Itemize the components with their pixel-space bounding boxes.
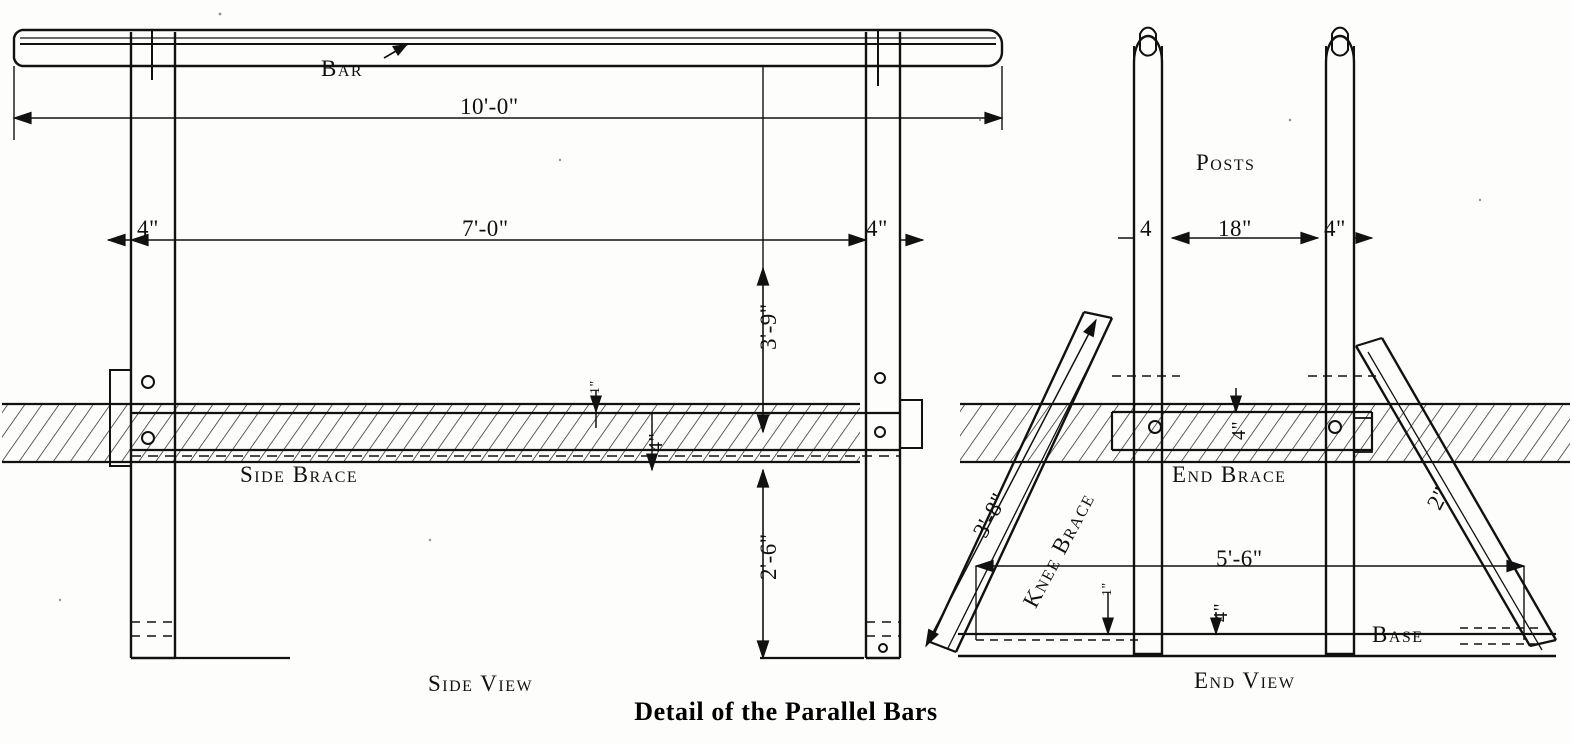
label-base: Base: [1372, 622, 1424, 647]
dimension-end-post-right-label: 4": [1324, 216, 1346, 241]
dimension-end-post-left-label: 4: [1140, 216, 1152, 241]
label-bar: Bar: [321, 56, 364, 81]
dimension-side-brace-width-label: 4": [645, 432, 667, 452]
label-end-brace: End Brace: [1172, 462, 1287, 487]
dimension-post-width-right-label: 4": [866, 216, 888, 241]
dimension-post-width-left-label: 4": [137, 216, 159, 241]
label-knee-brace: Knee Brace: [1018, 488, 1100, 612]
dimension-span-label: 7'-0": [462, 216, 509, 241]
label-end-view: End View: [1194, 668, 1296, 693]
label-side-view: Side View: [428, 671, 534, 696]
knee-brace-right: [1356, 338, 1556, 650]
dimension-base-thickness-label: 1": [1100, 582, 1115, 596]
dimension-overall-length-label: 10'-0": [460, 94, 519, 119]
dimension-end-brace-width-label: 4": [1228, 420, 1250, 440]
label-posts: Posts: [1196, 150, 1256, 175]
bar-leader-line: [384, 44, 408, 58]
dimension-end-post-spacing-label: 18": [1218, 216, 1252, 241]
dimension-knee-brace-length: [926, 320, 1096, 646]
post-left-side-view: [110, 30, 290, 658]
dimension-depth-below-grade-label: 2'-6": [756, 533, 781, 580]
bar-side-view: [14, 30, 1002, 66]
post-right-side-view: [760, 30, 922, 658]
dimension-base-width-label: 4": [1210, 602, 1232, 622]
label-side-brace: Side Brace: [240, 462, 359, 487]
post-left-end-view: [1134, 28, 1162, 654]
dimension-side-brace-thickness-label: 1": [588, 380, 603, 394]
dimension-height-above-grade-label: 3'-9": [756, 303, 781, 350]
dimension-base-spread-label: 5'-6": [1216, 546, 1263, 571]
figure-caption: Detail of the Parallel Bars: [634, 697, 938, 726]
dimension-knee-brace-length-label: 3'-8": [968, 488, 1012, 542]
post-right-end-view: [1326, 28, 1354, 654]
base-member: [958, 628, 1556, 656]
dimension-knee-brace-thickness-label: 2": [1422, 482, 1455, 514]
